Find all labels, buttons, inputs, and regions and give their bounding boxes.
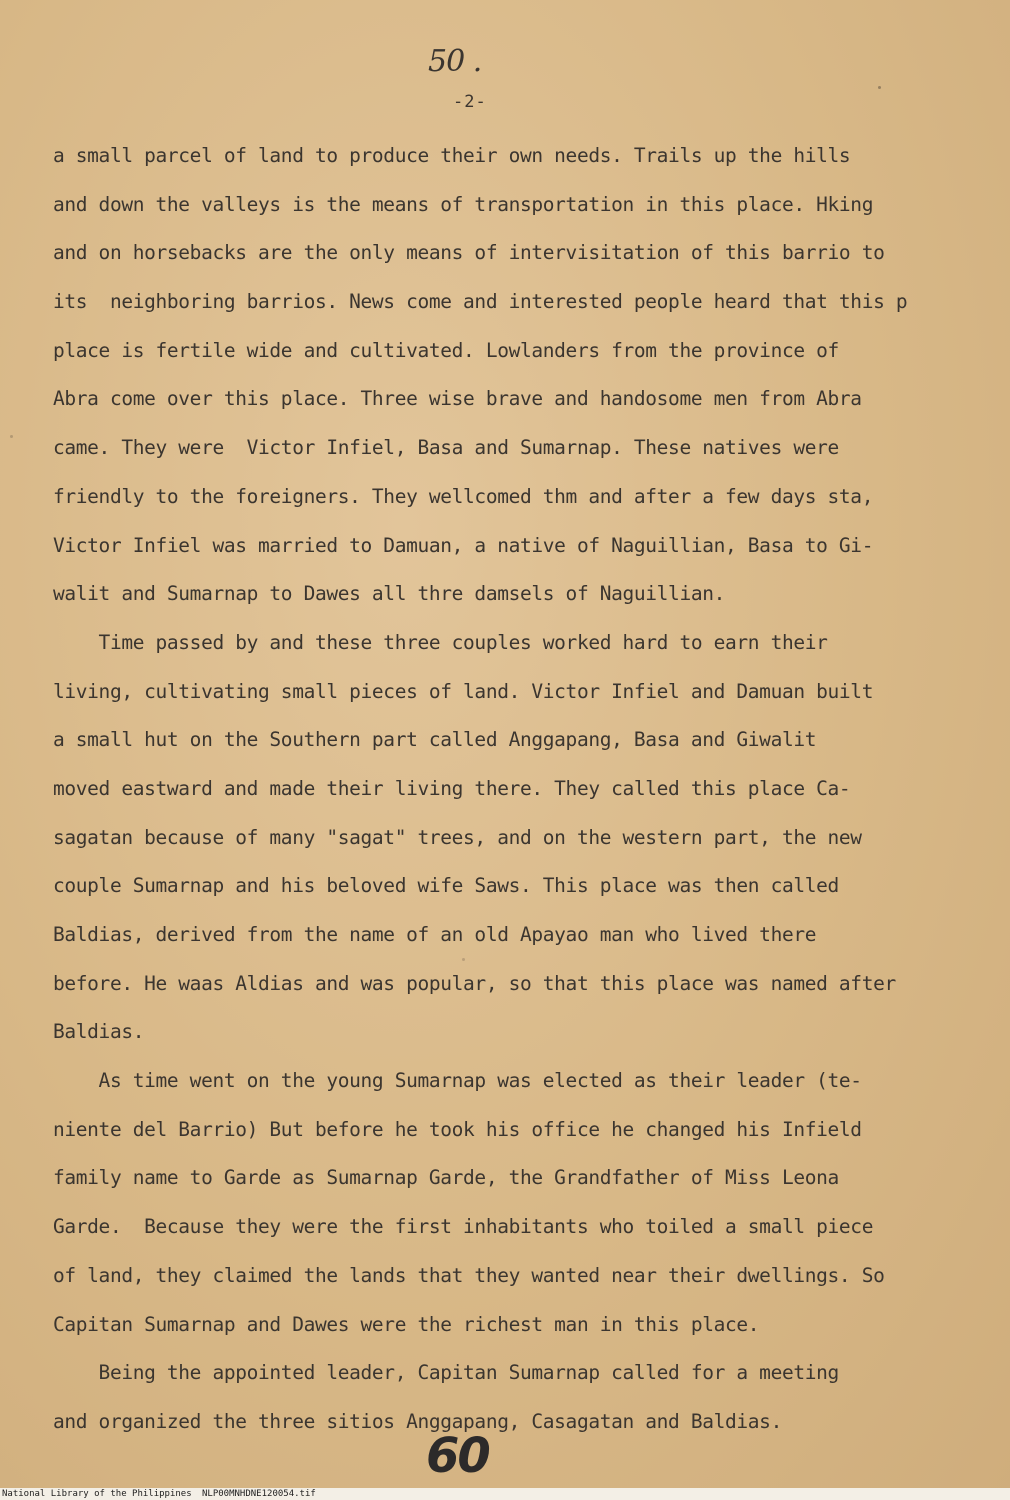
text-line: Baldias, derived from the name of an old Apayao man who lived there: [53, 923, 817, 946]
text-line: Time passed by and these three couples worked hard to earn their: [53, 630, 828, 654]
text-line: Garde. Because they were the first inhabitants who toiled a small piece: [53, 1215, 874, 1239]
text-line: came. They were Victor Infiel, Basa and Sumarnap. These natives were: [53, 436, 839, 460]
text-line: and down the valleys is the means of transportation in this place. Hking: [53, 192, 874, 216]
text-line: and organized the three sitios Anggapang, Casagatan and Baldias.: [53, 1409, 782, 1433]
text-line: friendly to the foreigners. They wellcomed thm and after a few days sta,: [53, 484, 874, 508]
text-line: Capitan Sumarnap and Dawes were the richest man in this place.: [53, 1312, 760, 1336]
text-line: its neighboring barrios. News come and interested people heard that this p: [53, 290, 908, 314]
text-line: family name to Garde as Sumarnap Garde, the Grandfather of Miss Leona: [53, 1166, 839, 1190]
scan-footer: [0, 1488, 1010, 1500]
text-line: before. He waas Aldias and was popular, so that this place was named after: [53, 971, 896, 995]
handwritten-bottom-number: 60: [426, 1428, 489, 1484]
text-line: moved eastward and made their living there. They called this place Ca-: [53, 776, 851, 800]
text-line: As time went on the young Sumarnap was elected as their leader (te-: [53, 1069, 862, 1093]
text-line: Victor Infiel was married to Damuan, a native of Naguillian, Basa to Gi-: [53, 533, 874, 557]
paper-speck: [10, 435, 13, 438]
typed-page-number: -2-: [453, 92, 487, 112]
text-line: place is fertile wide and cultivated. Lowlanders from the province of: [53, 338, 839, 362]
text-line: Being the appointed leader, Capitan Sumarnap called for a meeting: [53, 1361, 839, 1385]
footer-library: National Library of the Philippines: [2, 1489, 192, 1499]
text-line: niente del Barrio) But before he took his office he changed his Infield: [53, 1117, 862, 1141]
text-line: Baldias.: [53, 1020, 145, 1044]
text-line: couple Sumarnap and his beloved wife Saws. This place was then called: [53, 874, 839, 898]
handwritten-page-mark: 50 .: [428, 44, 482, 79]
text-line: Abra come over this place. Three wise brave and handosome men from Abra: [53, 387, 862, 411]
text-line: a small parcel of land to produce their own needs. Trails up the hills: [53, 144, 851, 167]
text-line: living, cultivating small pieces of land. Victor Infiel and Damuan built: [53, 679, 874, 703]
text-line: a small hut on the Southern part called Anggapang, Basa and Giwalit: [53, 728, 817, 752]
text-line: sagatan because of many "sagat" trees, and on the western part, the new: [53, 825, 862, 849]
text-line: walit and Sumarnap to Dawes all thre damsels of Naguillian.: [53, 582, 726, 606]
paper-speck: [878, 86, 881, 89]
text-line: and on horsebacks are the only means of intervisitation of this barrio to: [53, 241, 885, 265]
footer-filename: NLP00MNHDNE120054.tif: [202, 1489, 316, 1499]
typed-body-text: [53, 132, 958, 1447]
text-line: of land, they claimed the lands that they wanted near their dwellings. So: [53, 1263, 885, 1287]
